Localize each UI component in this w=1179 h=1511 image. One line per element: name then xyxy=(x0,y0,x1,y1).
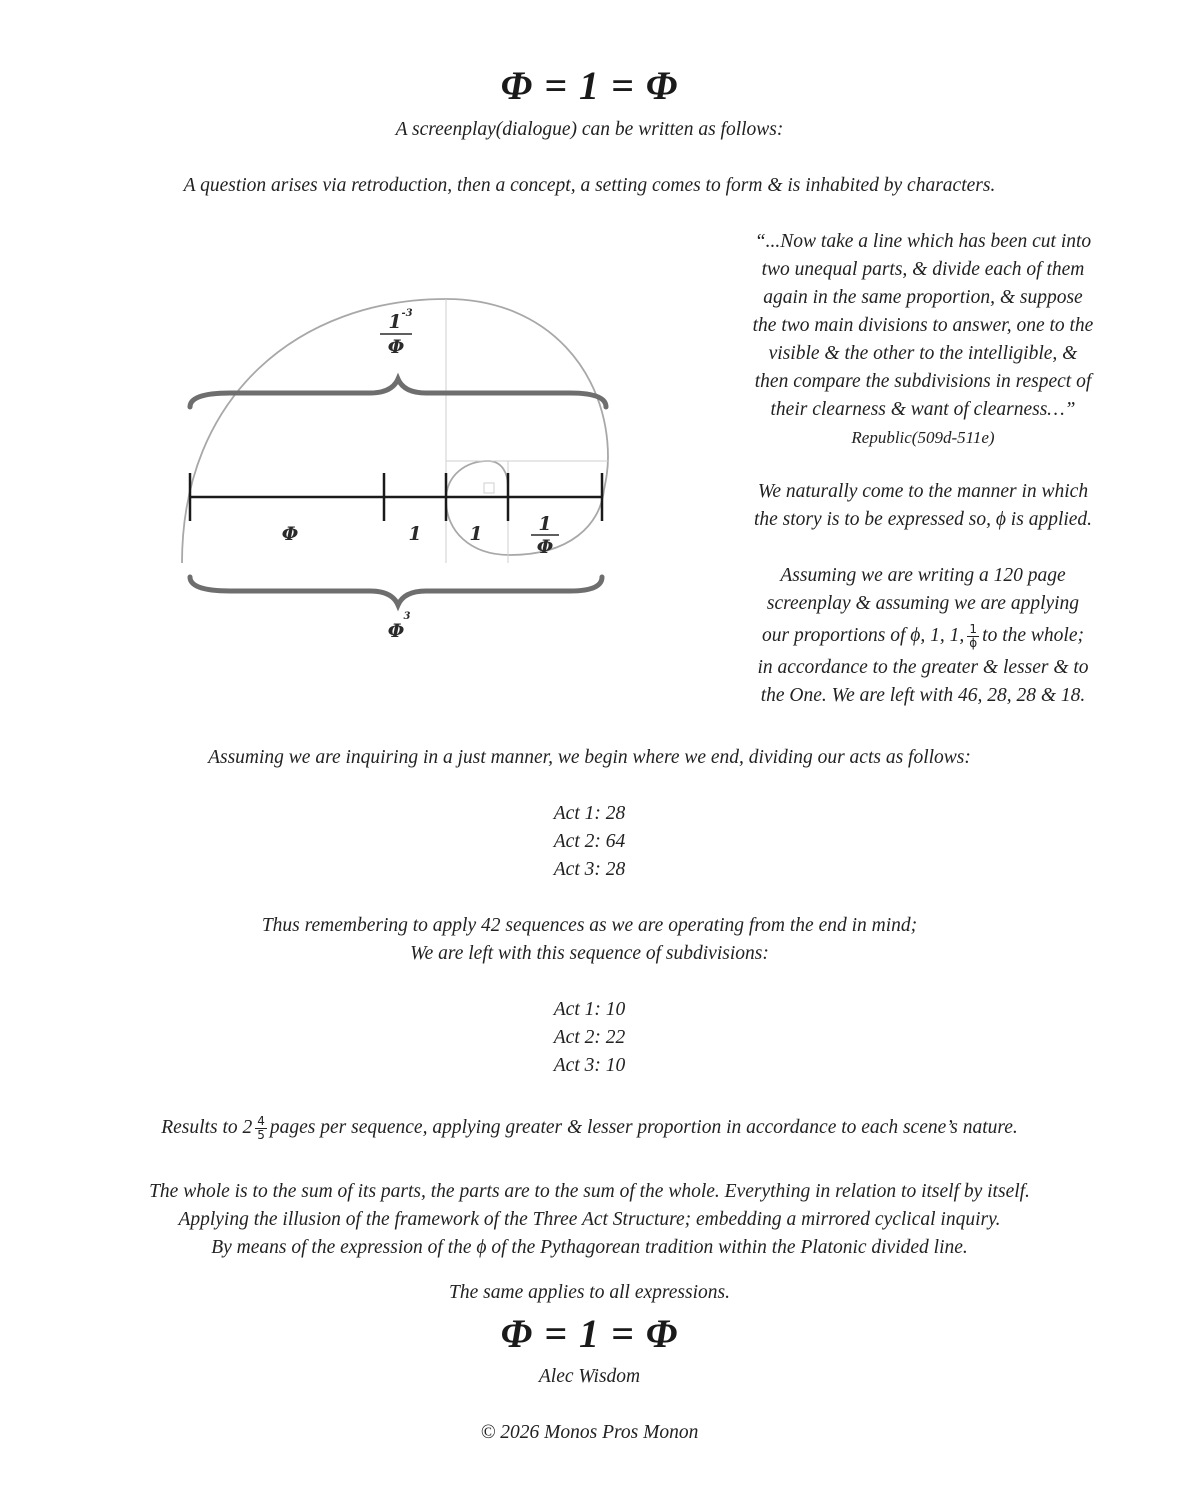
divided-line-golden-spiral-diagram xyxy=(170,285,620,645)
closing-title: Φ = 1 = Φ xyxy=(500,1311,679,1356)
inquiry-line: Assuming we are inquiring in a just manner, we begin where we end, dividing our acts as follows: xyxy=(208,747,971,768)
fraction-four-fifths: $\frac{4}{5}$ xyxy=(257,1114,265,1143)
manner-line-2: the story is to be expressed so, ϕ is applied. xyxy=(753,509,1093,530)
acts-sequences-list xyxy=(0,996,1179,1080)
bottom-label-exp: 3 xyxy=(403,611,411,622)
quote-line: “...Now take a line which has been cut into xyxy=(754,231,1092,252)
segment-label-one-a: 1 xyxy=(408,523,422,545)
list-item: Act 3: 28 xyxy=(553,859,626,880)
results-line: Results to 2 $\frac{4}{5}$ pages per sequence, applying greater & lesser proportion in accordance to each scene’s nature. xyxy=(161,1114,1018,1143)
fraction-one-over-phi: $\frac{1}{\phi}$ xyxy=(969,622,978,651)
list-item: Act 2: 22 xyxy=(553,1027,626,1048)
segment-label-inverse-den: Φ xyxy=(536,536,554,558)
quote-citation: Republic(509d-511e) xyxy=(851,428,995,447)
author-name: Alec Wisdom xyxy=(538,1366,641,1387)
acts-pages-list xyxy=(0,800,1179,884)
bottom-label: Φ xyxy=(387,620,405,642)
intro-line: A screenplay(dialogue) can be written as follows: xyxy=(395,119,784,140)
assumption-line-1: Assuming we are writing a 120 page xyxy=(780,565,1066,586)
quote-line: two unequal parts, & divide each of them xyxy=(761,259,1085,280)
assumption-line-3: our proportions of ϕ, 1, 1, $\frac{1}{\phi}$ to the whole; xyxy=(762,622,1084,651)
list-item: Act 1: 10 xyxy=(553,999,626,1020)
assumption-paragraph xyxy=(722,562,1124,710)
same-applies-line: The same applies to all expressions. xyxy=(449,1282,730,1303)
page-title: Φ = 1 = Φ xyxy=(500,63,679,108)
assumption-line-2: screenplay & assuming we are applying xyxy=(766,593,1080,614)
segment-label-one-b: 1 xyxy=(469,523,483,545)
list-item: Act 3: 10 xyxy=(553,1055,626,1076)
quote-line: the two main divisions to answer, one to the xyxy=(752,315,1094,336)
republic-quote xyxy=(722,228,1124,452)
top-brace xyxy=(190,379,606,407)
assumption-line-4: in accordance to the greater & lesser & to xyxy=(757,657,1089,678)
manner-paragraph xyxy=(722,478,1124,534)
top-label-num: 1 xyxy=(388,311,402,333)
assumption-line-5: the One. We are left with 46, 28, 28 & 18. xyxy=(760,685,1086,706)
manner-line-1: We naturally come to the manner in which xyxy=(757,481,1089,502)
quote-line: visible & the other to the intelligible, & xyxy=(768,343,1078,364)
quote-line: again in the same proportion, & suppose xyxy=(763,287,1083,308)
list-item: Act 1: 28 xyxy=(553,803,626,824)
top-label-exp: -3 xyxy=(401,308,413,319)
quote-line: then compare the subdivisions in respect of xyxy=(754,371,1092,392)
sequences-paragraph: Thus remembering to apply 42 sequences as we are operating from the end in mind; We are left with this sequence of subdivisions: xyxy=(261,915,918,964)
segment-label-phi: Φ xyxy=(281,523,299,545)
segment-label-inverse-num: 1 xyxy=(538,513,552,535)
premise-line: A question arises via retroduction, then a concept, a setting comes to form & is inhabited by characters. xyxy=(183,175,996,196)
list-item: Act 2: 64 xyxy=(553,831,626,852)
closing-paragraph: The whole is to the sum of its parts, the parts are to the sum of the whole. Everything in relation to itself by itself. Applying the illusion of the framework of the Three Act Structure; embedding a mirrored cyclical inquiry. By means of the expression of the ϕ of the Pythagorean tradition within the Platonic divided line. xyxy=(149,1181,1030,1258)
bottom-brace xyxy=(190,577,602,605)
top-label-den: Φ xyxy=(387,336,405,358)
copyright-notice: © 2026 Monos Pros Monon xyxy=(480,1422,699,1443)
quote-line: their clearness & want of clearness…” xyxy=(770,399,1076,420)
